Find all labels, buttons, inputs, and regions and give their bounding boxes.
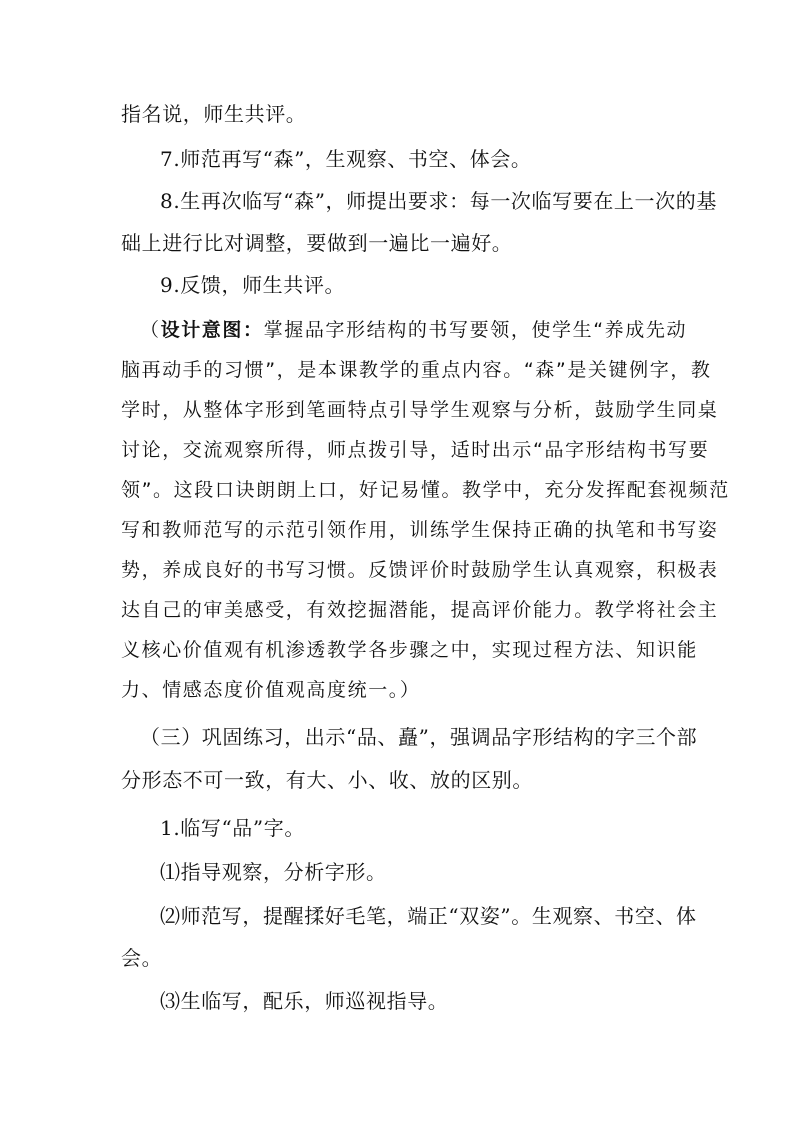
paragraph-line: 础上进行比对调整，要做到一遍比一遍好。 bbox=[121, 231, 513, 255]
paragraph-line: 指名说，师生共评。 bbox=[121, 102, 307, 126]
section3-line: 分形态不可一致，有大、小、收、放的区别。 bbox=[121, 768, 533, 792]
design-intent-label: 设计意图： bbox=[160, 319, 264, 341]
design-intent-open-paren: （ bbox=[140, 319, 161, 341]
step-line: ⑶生临写，配乐，师巡视指导。 bbox=[160, 989, 449, 1013]
step-line: 1.临写“品”字。 bbox=[160, 816, 305, 840]
step-line: ⑴指导观察，分析字形。 bbox=[160, 860, 387, 884]
step-line: 会。 bbox=[121, 946, 163, 970]
design-intent-line: 学时，从整体字形到笔画特点引导学生观察与分析，鼓励学生同桌 bbox=[121, 399, 719, 421]
design-intent-line: 力、情感态度价值观高度统一。） bbox=[121, 679, 421, 701]
design-intent-line: 讨论，交流观察所得，师点拨引导，适时出示“品字形结构书写要 bbox=[121, 439, 710, 461]
design-intent-line: 脑再动手的习惯”，是本课教学的重点内容。“森”是关键例字，教 bbox=[121, 359, 712, 381]
design-intent-line: 达自己的审美感受，有效挖掘潜能，提高评价能力。教学将社会主 bbox=[121, 599, 719, 621]
paragraph-line: 7.师范再写“森”，生观察、书空、体会。 bbox=[160, 147, 532, 171]
design-intent-line: 势，养成良好的书写习惯。反馈评价时鼓励学生认真观察，积极表 bbox=[121, 559, 719, 581]
design-intent-line: 写和教师范写的示范引领作用，训练学生保持正确的执笔和书写姿 bbox=[121, 519, 719, 541]
design-intent-text: 掌握品字形结构的书写要领，使学生“养成先动 bbox=[263, 319, 688, 341]
design-intent-first-line bbox=[140, 317, 687, 343]
paragraph-line: 9.反馈，师生共评。 bbox=[160, 273, 346, 297]
section3-heading-line: （三）巩固练习，出示“品、矗”，强调品字形结构的字三个部 bbox=[140, 725, 698, 749]
step-line: ⑵师范写，提醒揉好毛笔，端正“双姿”。生观察、书空、体 bbox=[160, 904, 697, 928]
design-intent-line: 领”。这段口诀朗朗上口，好记易懂。教学中，充分发挥配套视频范 bbox=[121, 479, 730, 501]
paragraph-line: 8.生再次临写“森”，师提出要求：每一次临写要在上一次的基 bbox=[160, 189, 717, 213]
design-intent-line: 义核心价值观有机渗透教学各步骤之中，实现过程方法、知识能 bbox=[121, 639, 698, 661]
